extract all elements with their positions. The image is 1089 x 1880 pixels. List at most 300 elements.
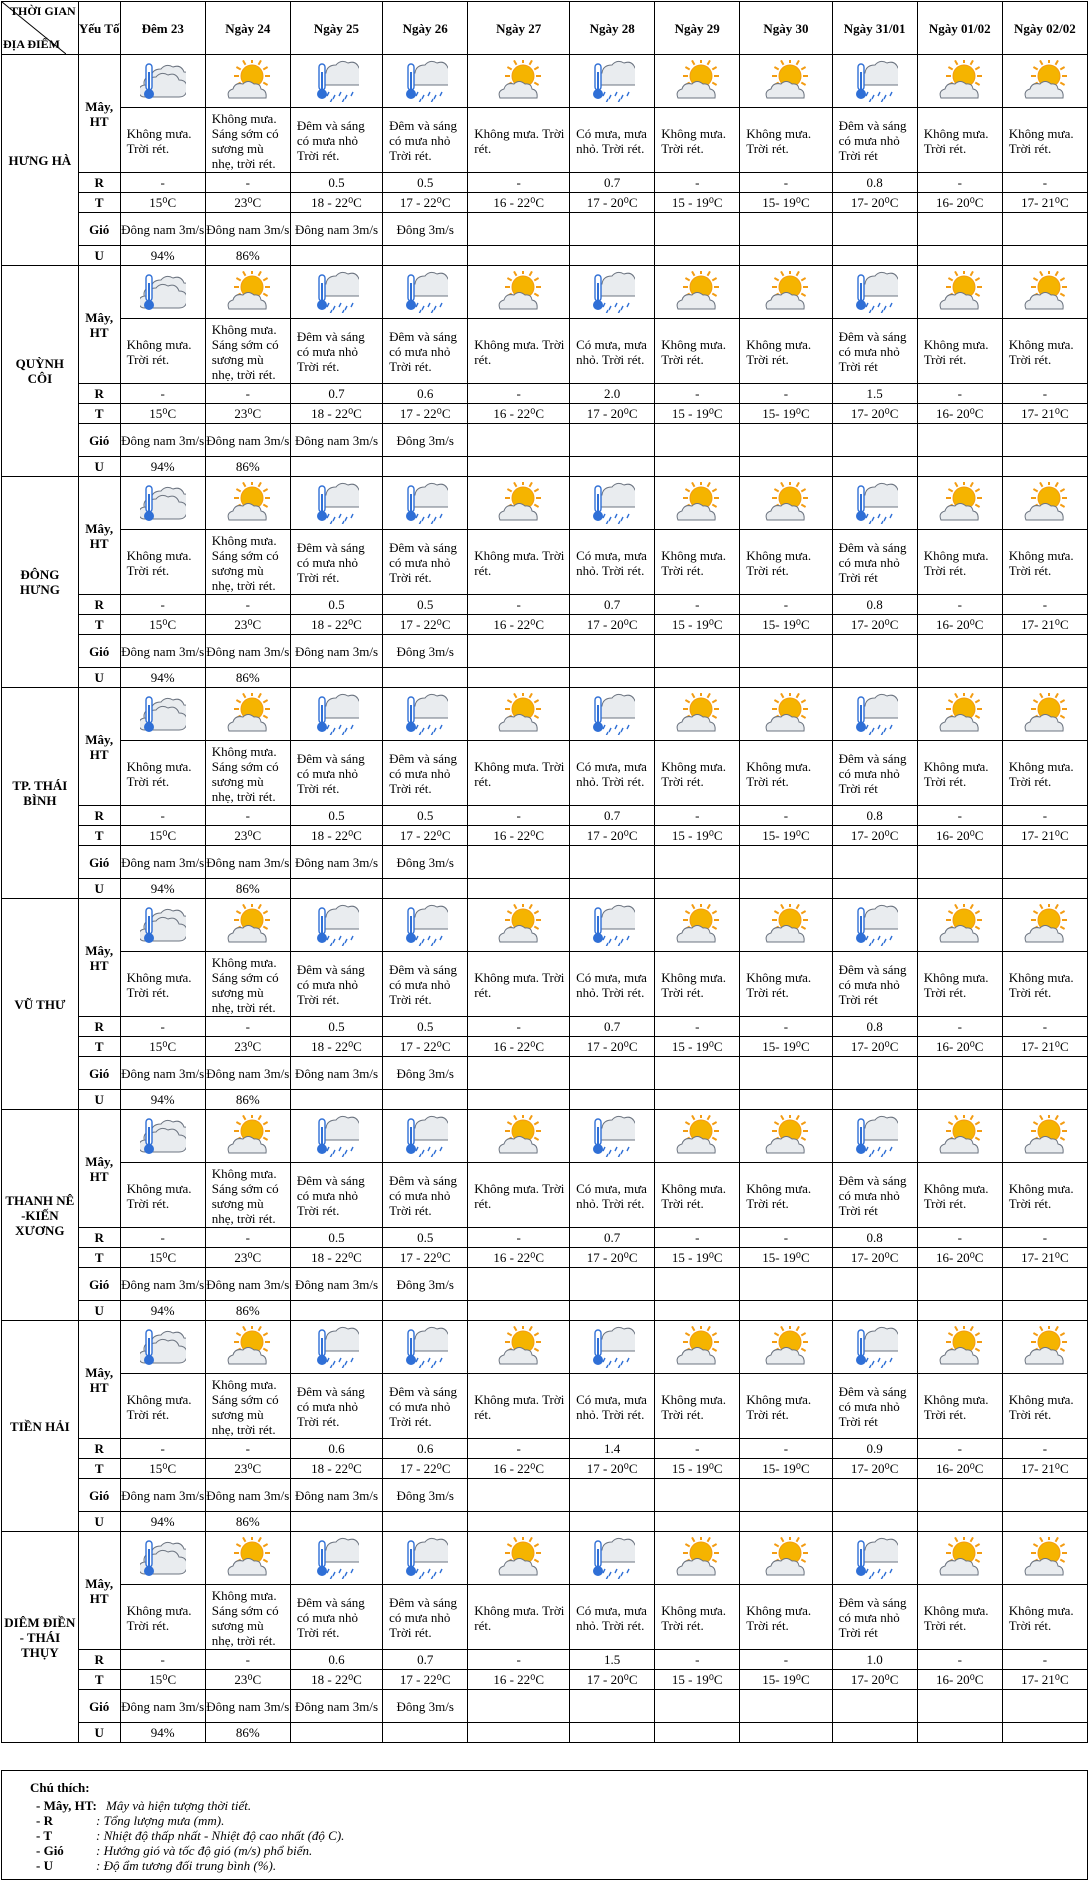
factor-label-may: Mây, HT xyxy=(78,688,120,806)
humidity-cell: 86% xyxy=(205,457,290,477)
humidity-cell xyxy=(917,1301,1002,1321)
weather-desc: Không mưa. Trời rét. xyxy=(740,108,832,173)
partly-sunny-icon xyxy=(496,72,542,87)
temperature-cell: 16- 20⁰C xyxy=(917,615,1002,635)
rain-amount-cell: - xyxy=(205,1439,290,1459)
cloud-rain-thermometer-icon xyxy=(402,283,448,298)
weather-icon-cell xyxy=(570,266,655,319)
wind-cell: Đông nam 3m/s xyxy=(290,213,382,246)
weather-icon-cell xyxy=(917,1110,1002,1163)
rain-amount-cell: - xyxy=(740,1650,832,1670)
location-row-icons xyxy=(2,477,1088,530)
weather-desc: Không mưa. Trời rét. xyxy=(917,1585,1002,1650)
factor-label-t: T xyxy=(78,1459,120,1479)
rain-amount-cell: 0.6 xyxy=(383,1439,468,1459)
factor-label-u: U xyxy=(78,1512,120,1532)
weather-desc: Không mưa. Trời rét. xyxy=(655,530,740,595)
cloud-rain-thermometer-icon xyxy=(402,494,448,509)
temperature-cell: 18 - 22⁰C xyxy=(290,404,382,424)
humidity-cell xyxy=(1002,1512,1087,1532)
wind-cell xyxy=(917,846,1002,879)
location-row-desc xyxy=(2,530,1088,595)
rain-amount-cell: - xyxy=(655,173,740,193)
wind-cell xyxy=(917,1057,1002,1090)
note-text: Mây và hiện tượng thời tiết. xyxy=(106,1798,252,1813)
factor-label-u: U xyxy=(78,246,120,266)
rain-amount-cell: - xyxy=(468,1228,570,1248)
cloud-rain-thermometer-icon xyxy=(589,1549,635,1564)
humidity-cell xyxy=(468,1723,570,1743)
temperature-cell: 18 - 22⁰C xyxy=(290,1670,382,1690)
temperature-cell: 15- 19⁰C xyxy=(740,1037,832,1057)
partly-sunny-icon xyxy=(496,283,542,298)
weather-icon-cell xyxy=(205,55,290,108)
day-header-5: Ngày 28 xyxy=(570,2,655,55)
partly-sunny-icon xyxy=(674,1549,720,1564)
temperature-cell: 17- 20⁰C xyxy=(832,404,917,424)
partly-sunny-icon xyxy=(496,494,542,509)
weather-icon-cell xyxy=(120,899,205,952)
rain-amount-cell: - xyxy=(468,595,570,615)
weather-icon-cell xyxy=(290,899,382,952)
temperature-cell: 15- 19⁰C xyxy=(740,1248,832,1268)
rain-amount-cell: 0.8 xyxy=(832,1228,917,1248)
humidity-cell xyxy=(1002,246,1087,266)
wind-cell xyxy=(570,424,655,457)
humidity-cell: 86% xyxy=(205,668,290,688)
location-name: QUỲNH CÔI xyxy=(2,266,79,477)
wind-cell xyxy=(1002,424,1087,457)
cloud-rain-thermometer-icon xyxy=(852,72,898,87)
factor-label-r: R xyxy=(78,173,120,193)
temperature-cell: 17 - 20⁰C xyxy=(570,1248,655,1268)
partly-sunny-icon xyxy=(225,1338,271,1353)
weather-icon-cell xyxy=(468,55,570,108)
cloud-rain-thermometer-icon xyxy=(313,916,359,931)
weather-icon-cell xyxy=(383,1321,468,1374)
temperature-cell: 23⁰C xyxy=(205,193,290,213)
weather-desc: Không mưa. Trời rét. xyxy=(1002,1585,1087,1650)
weather-desc: Không mưa. Sáng sớm có sương mù nhẹ, trời rét. xyxy=(205,319,290,384)
cloud-rain-thermometer-icon xyxy=(589,283,635,298)
weather-desc: Đêm và sáng có mưa nhỏ Trời rét. xyxy=(383,1374,468,1439)
wind-cell xyxy=(917,213,1002,246)
rain-amount-cell: - xyxy=(917,173,1002,193)
wind-cell xyxy=(655,213,740,246)
wind-cell: Đông 3m/s xyxy=(383,213,468,246)
location-row-icons xyxy=(2,1110,1088,1163)
humidity-cell xyxy=(570,1512,655,1532)
humidity-cell xyxy=(468,246,570,266)
wind-cell: Đông nam 3m/s xyxy=(205,1268,290,1301)
weather-icon-cell xyxy=(655,1110,740,1163)
day-header-10: Ngày 02/02 xyxy=(1002,2,1087,55)
weather-desc: Đêm và sáng có mưa nhỏ Trời rét. xyxy=(290,952,382,1017)
weather-icon-cell xyxy=(832,899,917,952)
weather-icon-cell xyxy=(290,55,382,108)
weather-desc: Không mưa. Trời rét. xyxy=(120,1374,205,1439)
location-name: THANH NÊ -KIẾN XƯƠNG xyxy=(2,1110,79,1321)
cloud-rain-thermometer-icon xyxy=(852,494,898,509)
weather-desc: Có mưa, mưa nhỏ. Trời rét. xyxy=(570,108,655,173)
day-header-0: Đêm 23 xyxy=(120,2,205,55)
location-row-t xyxy=(2,1670,1088,1690)
location-row-t xyxy=(2,615,1088,635)
temperature-cell: 15 - 19⁰C xyxy=(655,1459,740,1479)
weather-desc: Không mưa. Trời rét. xyxy=(917,1163,1002,1228)
wind-cell: Đông nam 3m/s xyxy=(290,846,382,879)
wind-cell xyxy=(1002,635,1087,668)
factor-label-may: Mây, HT xyxy=(78,1321,120,1439)
rain-amount-cell: - xyxy=(655,806,740,826)
temperature-cell: 17- 21⁰C xyxy=(1002,193,1087,213)
location-row-gio xyxy=(2,1057,1088,1090)
temperature-cell: 18 - 22⁰C xyxy=(290,193,382,213)
weather-desc: Có mưa, mưa nhỏ. Trời rét. xyxy=(570,530,655,595)
weather-desc: Đêm và sáng có mưa nhỏ Trời rét. xyxy=(290,1374,382,1439)
wind-cell xyxy=(655,846,740,879)
weather-icon-cell xyxy=(570,55,655,108)
factor-label-u: U xyxy=(78,879,120,899)
forecast-body xyxy=(2,55,1088,1743)
humidity-cell xyxy=(383,246,468,266)
humidity-cell xyxy=(570,879,655,899)
note-text: : Hướng gió và tốc độ gió (m/s) phổ biến. xyxy=(96,1843,313,1858)
wind-cell xyxy=(832,635,917,668)
location-row-icons xyxy=(2,55,1088,108)
weather-desc: Không mưa. Trời rét. xyxy=(1002,1163,1087,1228)
weather-icon-cell xyxy=(383,477,468,530)
rain-amount-cell: - xyxy=(120,173,205,193)
temperature-cell: 15⁰C xyxy=(120,1459,205,1479)
location-row-desc xyxy=(2,319,1088,384)
rain-amount-cell: - xyxy=(917,1650,1002,1670)
rain-amount-cell: - xyxy=(1002,384,1087,404)
wind-cell: Đông 3m/s xyxy=(383,1057,468,1090)
notes-title: Chú thích: xyxy=(30,1780,90,1795)
partly-sunny-icon xyxy=(937,1338,983,1353)
cloud-rain-thermometer-icon xyxy=(313,705,359,720)
wind-cell xyxy=(468,635,570,668)
factor-label-gio: Gió xyxy=(78,213,120,246)
factor-label-t: T xyxy=(78,615,120,635)
rain-amount-cell: - xyxy=(1002,595,1087,615)
wind-cell: Đông nam 3m/s xyxy=(205,635,290,668)
wind-cell: Đông nam 3m/s xyxy=(290,1268,382,1301)
partly-sunny-icon xyxy=(1022,916,1068,931)
location-row-r xyxy=(2,1439,1088,1459)
wind-cell xyxy=(832,1268,917,1301)
weather-icon-cell xyxy=(832,55,917,108)
wind-cell xyxy=(1002,1057,1087,1090)
wind-cell xyxy=(740,213,832,246)
day-header-6: Ngày 29 xyxy=(655,2,740,55)
factor-label-u: U xyxy=(78,457,120,477)
wind-cell xyxy=(740,846,832,879)
factor-label-r: R xyxy=(78,1650,120,1670)
humidity-cell xyxy=(383,1512,468,1532)
weather-desc: Đêm và sáng có mưa nhỏ Trời rét. xyxy=(383,530,468,595)
humidity-cell xyxy=(917,668,1002,688)
wind-cell xyxy=(740,635,832,668)
temperature-cell: 17- 20⁰C xyxy=(832,1459,917,1479)
factor-label-may: Mây, HT xyxy=(78,899,120,1017)
location-row-u xyxy=(2,457,1088,477)
weather-desc: Đêm và sáng có mưa nhỏ Trời rét xyxy=(832,741,917,806)
temperature-cell: 23⁰C xyxy=(205,404,290,424)
temperature-cell: 16- 20⁰C xyxy=(917,1037,1002,1057)
weather-desc: Không mưa. Trời rét. xyxy=(917,530,1002,595)
cloud-rain-thermometer-icon xyxy=(402,916,448,931)
partly-sunny-icon xyxy=(674,72,720,87)
wind-cell xyxy=(570,1690,655,1723)
location-row-gio xyxy=(2,1268,1088,1301)
weather-icon-cell xyxy=(740,899,832,952)
wind-cell: Đông 3m/s xyxy=(383,424,468,457)
cloud-rain-thermometer-icon xyxy=(402,72,448,87)
partly-sunny-icon xyxy=(496,705,542,720)
rain-amount-cell: 0.5 xyxy=(383,806,468,826)
weather-desc: Đêm và sáng có mưa nhỏ Trời rét. xyxy=(383,108,468,173)
rain-amount-cell: - xyxy=(740,173,832,193)
wind-cell xyxy=(740,424,832,457)
humidity-cell xyxy=(832,879,917,899)
wind-cell xyxy=(655,1057,740,1090)
wind-cell: Đông nam 3m/s xyxy=(205,846,290,879)
wind-cell xyxy=(1002,213,1087,246)
temperature-cell: 16 - 22⁰C xyxy=(468,1670,570,1690)
location-row-desc xyxy=(2,1163,1088,1228)
weather-icon-cell xyxy=(120,55,205,108)
rain-amount-cell: 0.8 xyxy=(832,595,917,615)
temperature-cell: 17 - 20⁰C xyxy=(570,826,655,846)
rain-amount-cell: 0.5 xyxy=(383,173,468,193)
weather-icon-cell xyxy=(205,688,290,741)
rain-amount-cell: - xyxy=(120,384,205,404)
temperature-cell: 17- 21⁰C xyxy=(1002,1459,1087,1479)
weather-desc: Có mưa, mưa nhỏ. Trời rét. xyxy=(570,1163,655,1228)
factor-label-may: Mây, HT xyxy=(78,266,120,384)
partly-sunny-icon xyxy=(1022,1127,1068,1142)
rain-amount-cell: - xyxy=(1002,1650,1087,1670)
temperature-cell: 17 - 22⁰C xyxy=(383,1248,468,1268)
humidity-cell xyxy=(290,457,382,477)
temperature-cell: 16- 20⁰C xyxy=(917,193,1002,213)
humidity-cell xyxy=(917,1723,1002,1743)
humidity-cell xyxy=(655,457,740,477)
weather-icon-cell xyxy=(120,1110,205,1163)
rain-amount-cell: - xyxy=(655,1439,740,1459)
wind-cell xyxy=(917,424,1002,457)
humidity-cell: 86% xyxy=(205,1301,290,1321)
location-name: DIÊM ĐIỀN - THÁI THỤY xyxy=(2,1532,79,1743)
factor-label-u: U xyxy=(78,1723,120,1743)
temperature-cell: 17 - 20⁰C xyxy=(570,1459,655,1479)
temperature-cell: 16 - 22⁰C xyxy=(468,193,570,213)
humidity-cell xyxy=(290,1301,382,1321)
humidity-cell xyxy=(740,457,832,477)
weather-desc: Không mưa. Trời rét. xyxy=(655,319,740,384)
weather-icon-cell xyxy=(740,55,832,108)
partly-sunny-icon xyxy=(225,72,271,87)
humidity-cell xyxy=(383,1301,468,1321)
temperature-cell: 18 - 22⁰C xyxy=(290,1037,382,1057)
weather-icon-cell xyxy=(468,1532,570,1585)
rain-amount-cell: - xyxy=(1002,1017,1087,1037)
weather-desc: Không mưa. Trời rét. xyxy=(468,1585,570,1650)
humidity-cell xyxy=(468,879,570,899)
rain-amount-cell: - xyxy=(120,595,205,615)
cloud-rain-thermometer-icon xyxy=(852,283,898,298)
rain-amount-cell: - xyxy=(205,1017,290,1037)
wind-cell xyxy=(468,1690,570,1723)
day-header-7: Ngày 30 xyxy=(740,2,832,55)
factor-label-t: T xyxy=(78,826,120,846)
weather-icon-cell xyxy=(120,1321,205,1374)
rain-amount-cell: 0.8 xyxy=(832,1017,917,1037)
temperature-cell: 17- 20⁰C xyxy=(832,1670,917,1690)
weather-icon-cell xyxy=(832,688,917,741)
temperature-cell: 17 - 20⁰C xyxy=(570,1037,655,1057)
location-row-r xyxy=(2,1650,1088,1670)
humidity-cell xyxy=(570,246,655,266)
wind-cell: Đông nam 3m/s xyxy=(290,1690,382,1723)
weather-desc: Đêm và sáng có mưa nhỏ Trời rét. xyxy=(290,741,382,806)
humidity-cell xyxy=(832,457,917,477)
temperature-cell: 17 - 20⁰C xyxy=(570,1670,655,1690)
wind-cell xyxy=(655,635,740,668)
location-row-r xyxy=(2,384,1088,404)
partly-sunny-icon xyxy=(1022,705,1068,720)
location-row-r xyxy=(2,1228,1088,1248)
weather-icon-cell xyxy=(290,1110,382,1163)
rain-amount-cell: - xyxy=(205,384,290,404)
weather-icon-cell xyxy=(740,1321,832,1374)
cloud-thermometer-icon xyxy=(140,1127,186,1142)
wind-cell: Đông nam 3m/s xyxy=(120,635,205,668)
temperature-cell: 17 - 22⁰C xyxy=(383,193,468,213)
rain-amount-cell: - xyxy=(468,1439,570,1459)
humidity-cell xyxy=(740,668,832,688)
humidity-cell xyxy=(832,668,917,688)
weather-desc: Không mưa. Trời rét. xyxy=(740,530,832,595)
humidity-cell xyxy=(740,1723,832,1743)
humidity-cell xyxy=(383,879,468,899)
wind-cell xyxy=(832,213,917,246)
factor-label-may: Mây, HT xyxy=(78,55,120,173)
weather-desc: Không mưa. Trời rét. xyxy=(1002,1374,1087,1439)
weather-desc: Đêm và sáng có mưa nhỏ Trời rét. xyxy=(383,319,468,384)
partly-sunny-icon xyxy=(1022,283,1068,298)
humidity-cell: 94% xyxy=(120,1723,205,1743)
rain-amount-cell: - xyxy=(740,384,832,404)
cloud-thermometer-icon xyxy=(140,72,186,87)
location-row-r xyxy=(2,1017,1088,1037)
temperature-cell: 15 - 19⁰C xyxy=(655,193,740,213)
weather-icon-cell xyxy=(205,1532,290,1585)
temperature-cell: 23⁰C xyxy=(205,1037,290,1057)
humidity-cell: 94% xyxy=(120,668,205,688)
cloud-rain-thermometer-icon xyxy=(589,72,635,87)
temperature-cell: 15 - 19⁰C xyxy=(655,1037,740,1057)
humidity-cell xyxy=(917,246,1002,266)
weather-icon-cell xyxy=(570,1110,655,1163)
temperature-cell: 17 - 22⁰C xyxy=(383,1670,468,1690)
weather-icon-cell xyxy=(205,1321,290,1374)
location-row-u xyxy=(2,246,1088,266)
location-row-t xyxy=(2,1248,1088,1268)
wind-cell: Đông 3m/s xyxy=(383,1479,468,1512)
location-row-r xyxy=(2,173,1088,193)
weather-icon-cell xyxy=(205,899,290,952)
weather-icon-cell xyxy=(1002,1321,1087,1374)
humidity-cell xyxy=(832,246,917,266)
humidity-cell xyxy=(655,1090,740,1110)
weather-desc: Không mưa. Trời rét. xyxy=(740,1374,832,1439)
wind-cell xyxy=(740,1690,832,1723)
temperature-cell: 17- 21⁰C xyxy=(1002,1037,1087,1057)
humidity-cell xyxy=(468,1090,570,1110)
weather-desc: Không mưa. Trời rét. xyxy=(1002,530,1087,595)
partly-sunny-icon xyxy=(496,1549,542,1564)
factor-label-may: Mây, HT xyxy=(78,477,120,595)
rain-amount-cell: - xyxy=(655,384,740,404)
temperature-cell: 17- 21⁰C xyxy=(1002,404,1087,424)
weather-icon-cell xyxy=(383,1110,468,1163)
temperature-cell: 17 - 22⁰C xyxy=(383,1459,468,1479)
temperature-cell: 15⁰C xyxy=(120,1037,205,1057)
weather-desc: Không mưa. Trời rét. xyxy=(1002,741,1087,806)
weather-desc: Đêm và sáng có mưa nhỏ Trời rét xyxy=(832,1163,917,1228)
humidity-cell xyxy=(290,246,382,266)
weather-desc: Không mưa. Trời rét. xyxy=(917,108,1002,173)
partly-sunny-icon xyxy=(674,283,720,298)
weather-desc: Không mưa. Trời rét. xyxy=(468,530,570,595)
day-header-8: Ngày 31/01 xyxy=(832,2,917,55)
rain-amount-cell: - xyxy=(120,1650,205,1670)
weather-desc: Đêm và sáng có mưa nhỏ Trời rét xyxy=(832,952,917,1017)
temperature-cell: 17 - 20⁰C xyxy=(570,615,655,635)
temperature-cell: 15- 19⁰C xyxy=(740,615,832,635)
partly-sunny-icon xyxy=(937,1127,983,1142)
rain-amount-cell: 0.5 xyxy=(290,1017,382,1037)
rain-amount-cell: - xyxy=(655,1017,740,1037)
weather-icon-cell xyxy=(570,477,655,530)
humidity-cell xyxy=(655,1512,740,1532)
weather-icon-cell xyxy=(655,477,740,530)
factor-label-r: R xyxy=(78,1017,120,1037)
partly-sunny-icon xyxy=(225,1127,271,1142)
weather-desc: Có mưa, mưa nhỏ. Trời rét. xyxy=(570,952,655,1017)
rain-amount-cell: - xyxy=(205,595,290,615)
cloud-rain-thermometer-icon xyxy=(589,916,635,931)
location-row-t xyxy=(2,1037,1088,1057)
weather-icon-cell xyxy=(205,477,290,530)
weather-desc: Đêm và sáng có mưa nhỏ Trời rét. xyxy=(383,952,468,1017)
corner-cell xyxy=(2,2,79,55)
weather-desc: Không mưa. Trời rét. xyxy=(120,1163,205,1228)
weather-icon-cell xyxy=(468,688,570,741)
weather-icon-cell xyxy=(832,477,917,530)
partly-sunny-icon xyxy=(1022,72,1068,87)
weather-icon-cell xyxy=(740,688,832,741)
wind-cell: Đông 3m/s xyxy=(383,635,468,668)
wind-cell xyxy=(832,1690,917,1723)
partly-sunny-icon xyxy=(225,1549,271,1564)
note-key: - U xyxy=(36,1858,53,1873)
rain-amount-cell: 0.5 xyxy=(383,1017,468,1037)
wind-cell: Đông nam 3m/s xyxy=(120,1057,205,1090)
